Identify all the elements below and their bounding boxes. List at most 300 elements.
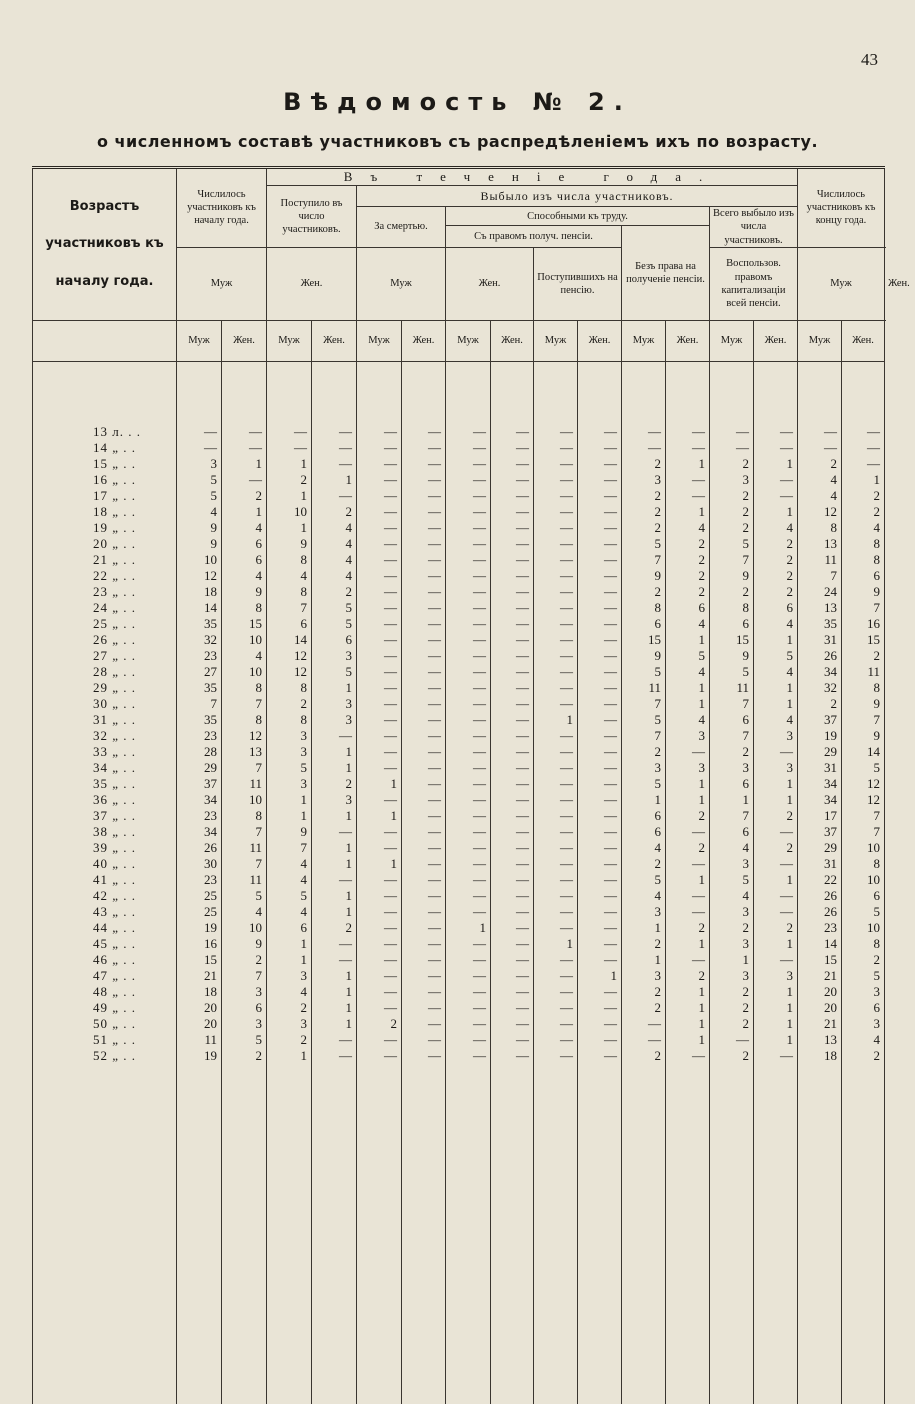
female-value-cell: — <box>491 728 534 744</box>
female-value-cell: — <box>402 616 446 632</box>
female-value-cell: — <box>578 840 622 856</box>
female-value-cell: 1 <box>666 872 710 888</box>
male-value-cell: 9 <box>710 568 754 584</box>
male-value-cell: — <box>357 696 402 712</box>
female-value-cell: 1 <box>312 808 357 824</box>
male-label: Муж <box>622 320 666 361</box>
male-value-cell: 29 <box>798 744 842 760</box>
male-value-cell: 8 <box>267 552 312 568</box>
female-value-cell: 5 <box>754 648 798 664</box>
spacer-cell <box>222 1064 267 1404</box>
male-value-cell: 2 <box>357 1016 402 1032</box>
female-value-cell: 7 <box>842 824 885 840</box>
female-label: Жен. <box>312 320 357 361</box>
female-value-cell: — <box>578 632 622 648</box>
male-value-cell: 1 <box>622 952 666 968</box>
male-label: Муж <box>534 320 578 361</box>
table-row <box>33 856 885 872</box>
male-value-cell: 5 <box>622 712 666 728</box>
capitalization-header: Воспользов. правомъ капитализаціи всей пенсіи. <box>710 247 798 320</box>
male-value-cell: 3 <box>622 968 666 984</box>
table-row <box>33 920 885 936</box>
male-value-cell: 2 <box>622 1048 666 1064</box>
male-value-cell: — <box>534 648 578 664</box>
female-value-cell: — <box>402 936 446 952</box>
male-value-cell: 7 <box>710 808 754 824</box>
male-value-cell: 1 <box>622 920 666 936</box>
female-value-cell: 2 <box>312 504 357 520</box>
spacer-cell <box>357 361 402 424</box>
male-value-cell: — <box>446 904 491 920</box>
male-value-cell: 3 <box>710 472 754 488</box>
male-value-cell: 34 <box>798 792 842 808</box>
male-value-cell: — <box>622 440 666 456</box>
pension-received-header: Поступившихъ на пенсію. <box>534 247 622 320</box>
female-value-cell: — <box>491 616 534 632</box>
male-value-cell: — <box>357 664 402 680</box>
male-label: Муж <box>357 247 446 320</box>
female-value-cell: 2 <box>842 1048 885 1064</box>
female-value-cell: 5 <box>842 904 885 920</box>
female-value-cell: 3 <box>666 760 710 776</box>
female-value-cell: 1 <box>312 760 357 776</box>
female-value-cell: — <box>578 712 622 728</box>
male-value-cell: 4 <box>622 888 666 904</box>
female-value-cell: 7 <box>222 696 267 712</box>
male-value-cell: 1 <box>357 808 402 824</box>
male-value-cell: 35 <box>177 712 222 728</box>
female-value-cell: — <box>402 984 446 1000</box>
male-value-cell: — <box>357 648 402 664</box>
female-value-cell: 5 <box>666 648 710 664</box>
female-value-cell: — <box>402 424 446 440</box>
male-value-cell: — <box>446 728 491 744</box>
female-value-cell: — <box>666 856 710 872</box>
male-value-cell: 9 <box>710 648 754 664</box>
table-row <box>33 744 885 760</box>
male-value-cell: — <box>357 424 402 440</box>
female-value-cell: 4 <box>312 520 357 536</box>
male-value-cell: — <box>357 936 402 952</box>
male-value-cell: — <box>357 712 402 728</box>
spacer-cell <box>222 361 267 424</box>
female-value-cell: 1 <box>754 696 798 712</box>
female-value-cell: — <box>491 888 534 904</box>
female-value-cell: — <box>666 744 710 760</box>
male-value-cell: — <box>357 552 402 568</box>
male-value-cell: — <box>357 456 402 472</box>
female-value-cell: 9 <box>222 936 267 952</box>
male-value-cell: 31 <box>798 760 842 776</box>
male-value-cell: — <box>357 840 402 856</box>
male-value-cell: 2 <box>622 520 666 536</box>
male-value-cell: 6 <box>710 616 754 632</box>
male-value-cell: 5 <box>622 776 666 792</box>
age-cell: 33 „ . . <box>33 744 177 760</box>
female-value-cell: 7 <box>222 968 267 984</box>
female-value-cell: — <box>578 440 622 456</box>
male-value-cell: — <box>357 440 402 456</box>
female-value-cell: — <box>578 424 622 440</box>
female-value-cell: 5 <box>222 1032 267 1048</box>
male-value-cell: 1 <box>710 952 754 968</box>
female-value-cell: — <box>491 1032 534 1048</box>
table-row <box>33 584 885 600</box>
female-value-cell: 1 <box>754 456 798 472</box>
male-value-cell: — <box>534 1016 578 1032</box>
male-value-cell: — <box>534 968 578 984</box>
male-value-cell: — <box>357 744 402 760</box>
table-row <box>33 648 885 664</box>
male-value-cell: — <box>357 568 402 584</box>
female-value-cell: — <box>402 568 446 584</box>
female-value-cell: — <box>222 424 267 440</box>
male-value-cell: 20 <box>798 984 842 1000</box>
female-value-cell: 2 <box>666 584 710 600</box>
age-cell: 29 „ . . <box>33 680 177 696</box>
female-value-cell: — <box>491 904 534 920</box>
male-value-cell: — <box>534 984 578 1000</box>
male-value-cell: — <box>357 488 402 504</box>
male-value-cell: — <box>357 1000 402 1016</box>
male-value-cell: 37 <box>798 712 842 728</box>
male-value-cell: 3 <box>267 968 312 984</box>
female-value-cell: 1 <box>754 936 798 952</box>
male-value-cell: 15 <box>177 952 222 968</box>
male-value-cell: 2 <box>622 984 666 1000</box>
female-value-cell: — <box>402 696 446 712</box>
male-value-cell: 28 <box>177 744 222 760</box>
female-value-cell: — <box>402 584 446 600</box>
table-row <box>33 568 885 584</box>
male-value-cell: — <box>446 1000 491 1016</box>
male-value-cell: 11 <box>177 1032 222 1048</box>
male-value-cell: 26 <box>177 840 222 856</box>
spacer-cell <box>446 361 491 424</box>
male-value-cell: — <box>534 696 578 712</box>
male-value-cell: 7 <box>622 696 666 712</box>
female-value-cell: 10 <box>222 632 267 648</box>
female-value-cell: — <box>491 952 534 968</box>
male-value-cell: 15 <box>710 632 754 648</box>
male-value-cell: 7 <box>177 696 222 712</box>
female-value-cell: — <box>578 1016 622 1032</box>
female-value-cell: — <box>578 680 622 696</box>
female-value-cell: — <box>402 712 446 728</box>
female-value-cell: — <box>402 536 446 552</box>
female-value-cell: 10 <box>222 792 267 808</box>
male-value-cell: — <box>534 856 578 872</box>
male-value-cell: 23 <box>798 920 842 936</box>
female-value-cell: 6 <box>842 568 885 584</box>
female-value-cell: 1 <box>754 872 798 888</box>
male-value-cell: 6 <box>267 616 312 632</box>
female-value-cell: — <box>578 552 622 568</box>
female-value-cell: — <box>754 888 798 904</box>
male-value-cell: — <box>534 824 578 840</box>
female-value-cell: — <box>491 568 534 584</box>
female-value-cell: — <box>402 840 446 856</box>
table-row <box>33 456 885 472</box>
age-cell: 51 „ . . <box>33 1032 177 1048</box>
spacer-cell <box>666 1064 710 1404</box>
spacer-cell <box>402 1064 446 1404</box>
table-row <box>33 440 885 456</box>
death-header: За смертью. <box>357 207 446 247</box>
female-label: Жен. <box>578 320 622 361</box>
male-value-cell: 16 <box>177 936 222 952</box>
male-value-cell: — <box>446 472 491 488</box>
age-cell: 48 „ . . <box>33 984 177 1000</box>
male-value-cell: — <box>357 888 402 904</box>
table-row <box>33 872 885 888</box>
spacer-cell <box>177 361 222 424</box>
male-value-cell: 34 <box>798 776 842 792</box>
male-value-cell: — <box>534 440 578 456</box>
male-value-cell: 18 <box>798 1048 842 1064</box>
male-value-cell: — <box>534 808 578 824</box>
male-value-cell: — <box>534 632 578 648</box>
male-value-cell: 15 <box>622 632 666 648</box>
female-value-cell: — <box>312 440 357 456</box>
female-value-cell: 2 <box>222 952 267 968</box>
female-value-cell: — <box>491 504 534 520</box>
male-value-cell: 2 <box>267 696 312 712</box>
male-value-cell: 20 <box>177 1016 222 1032</box>
spacer-cell <box>33 361 177 424</box>
female-value-cell: — <box>491 792 534 808</box>
female-value-cell: 3 <box>222 1016 267 1032</box>
age-cell: 28 „ . . <box>33 664 177 680</box>
female-value-cell: 4 <box>842 520 885 536</box>
male-value-cell: 25 <box>177 904 222 920</box>
male-value-cell: 3 <box>177 456 222 472</box>
female-value-cell: — <box>402 680 446 696</box>
age-cell: 46 „ . . <box>33 952 177 968</box>
male-value-cell: — <box>446 520 491 536</box>
male-value-cell: — <box>534 616 578 632</box>
male-value-cell: — <box>622 1032 666 1048</box>
male-label: Муж <box>267 320 312 361</box>
male-value-cell: 2 <box>710 456 754 472</box>
male-value-cell: — <box>534 872 578 888</box>
male-value-cell: 1 <box>534 936 578 952</box>
spacer-cell <box>312 1064 357 1404</box>
female-value-cell: — <box>402 792 446 808</box>
male-value-cell: 19 <box>177 920 222 936</box>
female-label: Жен. <box>267 247 357 320</box>
female-value-cell: — <box>491 664 534 680</box>
female-value-cell: 4 <box>754 712 798 728</box>
male-value-cell: 4 <box>710 840 754 856</box>
female-value-cell: — <box>578 728 622 744</box>
male-value-cell: 1 <box>267 456 312 472</box>
male-value-cell: 30 <box>177 856 222 872</box>
male-value-cell: — <box>357 872 402 888</box>
male-value-cell: 2 <box>622 584 666 600</box>
spacer-cell <box>842 1064 885 1404</box>
female-value-cell: — <box>578 952 622 968</box>
female-value-cell: 2 <box>666 568 710 584</box>
female-value-cell: 8 <box>842 856 885 872</box>
male-value-cell: — <box>446 488 491 504</box>
female-value-cell: 1 <box>312 904 357 920</box>
female-value-cell: — <box>578 888 622 904</box>
female-value-cell: — <box>402 456 446 472</box>
age-cell: 19 „ . . <box>33 520 177 536</box>
female-value-cell: — <box>842 440 885 456</box>
female-value-cell: — <box>402 824 446 840</box>
female-value-cell: 6 <box>842 1000 885 1016</box>
male-value-cell: — <box>534 488 578 504</box>
male-value-cell: 5 <box>622 664 666 680</box>
female-value-cell: — <box>402 872 446 888</box>
table-row <box>33 1048 885 1064</box>
male-value-cell: 15 <box>798 952 842 968</box>
male-label: Муж <box>798 247 885 320</box>
female-value-cell: 1 <box>666 776 710 792</box>
female-value-cell: — <box>754 744 798 760</box>
male-value-cell: — <box>622 424 666 440</box>
male-value-cell: 3 <box>622 760 666 776</box>
male-value-cell: — <box>446 456 491 472</box>
table-row <box>33 712 885 728</box>
male-value-cell: 3 <box>710 936 754 952</box>
female-value-cell: — <box>491 984 534 1000</box>
female-value-cell: — <box>402 488 446 504</box>
male-value-cell: 2 <box>622 856 666 872</box>
male-value-cell: 2 <box>622 936 666 952</box>
female-value-cell: 3 <box>842 984 885 1000</box>
male-value-cell: — <box>798 440 842 456</box>
age-cell: 40 „ . . <box>33 856 177 872</box>
male-value-cell: 20 <box>177 1000 222 1016</box>
spacer-cell <box>446 1064 491 1404</box>
male-value-cell: 6 <box>622 824 666 840</box>
female-value-cell: 7 <box>842 808 885 824</box>
female-value-cell: 1 <box>666 792 710 808</box>
male-value-cell: — <box>534 952 578 968</box>
spacer-cell <box>622 1064 666 1404</box>
female-value-cell: 6 <box>222 552 267 568</box>
male-value-cell: 6 <box>710 824 754 840</box>
female-value-cell: — <box>402 904 446 920</box>
male-value-cell: 29 <box>798 840 842 856</box>
female-value-cell: 4 <box>842 1032 885 1048</box>
spacer-cell <box>710 1064 754 1404</box>
female-value-cell: 4 <box>222 520 267 536</box>
female-value-cell: 2 <box>754 808 798 824</box>
spacer-cell <box>357 1064 402 1404</box>
male-value-cell: — <box>446 504 491 520</box>
female-value-cell: 3 <box>312 712 357 728</box>
age-mf-spacer <box>33 320 177 361</box>
male-value-cell: — <box>446 984 491 1000</box>
female-value-cell: — <box>402 952 446 968</box>
male-value-cell: — <box>446 584 491 600</box>
spacer-cell <box>578 1064 622 1404</box>
age-cell: 36 „ . . <box>33 792 177 808</box>
female-value-cell: 1 <box>754 632 798 648</box>
female-value-cell: — <box>312 936 357 952</box>
female-value-cell: 1 <box>222 504 267 520</box>
male-value-cell: 14 <box>177 600 222 616</box>
male-value-cell: 11 <box>710 680 754 696</box>
male-value-cell: 37 <box>798 824 842 840</box>
end-count-header: Числилось участниковъ къ концу года. <box>798 168 885 248</box>
spacer-cell <box>491 1064 534 1404</box>
female-value-cell: 1 <box>666 680 710 696</box>
male-value-cell: 7 <box>798 568 842 584</box>
female-value-cell: — <box>578 904 622 920</box>
female-value-cell: 12 <box>222 728 267 744</box>
female-value-cell: 10 <box>222 664 267 680</box>
age-cell: 31 „ . . <box>33 712 177 728</box>
male-value-cell: 5 <box>710 664 754 680</box>
male-value-cell: 2 <box>622 504 666 520</box>
male-value-cell: — <box>446 856 491 872</box>
male-value-cell: 10 <box>177 552 222 568</box>
male-value-cell: — <box>446 936 491 952</box>
male-value-cell: 2 <box>710 744 754 760</box>
male-value-cell: — <box>357 920 402 936</box>
female-value-cell: 7 <box>222 824 267 840</box>
female-value-cell: — <box>578 456 622 472</box>
male-value-cell: — <box>446 808 491 824</box>
male-value-cell: — <box>446 680 491 696</box>
male-value-cell: 31 <box>798 856 842 872</box>
female-value-cell: 4 <box>312 536 357 552</box>
female-value-cell: 2 <box>666 552 710 568</box>
male-value-cell: — <box>357 1032 402 1048</box>
male-value-cell: 4 <box>622 840 666 856</box>
female-value-cell: 9 <box>222 584 267 600</box>
male-value-cell: 13 <box>798 600 842 616</box>
spacer-cell <box>710 361 754 424</box>
male-value-cell: 5 <box>710 872 754 888</box>
female-value-cell: — <box>842 456 885 472</box>
male-value-cell: 6 <box>622 616 666 632</box>
female-value-cell: 1 <box>312 856 357 872</box>
dropped-header: Выбыло изъ числа участниковъ. <box>357 186 798 207</box>
female-value-cell: — <box>491 840 534 856</box>
male-value-cell: — <box>446 536 491 552</box>
female-value-cell: — <box>312 824 357 840</box>
spacer-cell <box>666 361 710 424</box>
female-value-cell: — <box>578 664 622 680</box>
age-cell: 49 „ . . <box>33 1000 177 1016</box>
male-value-cell: 5 <box>177 472 222 488</box>
female-value-cell: — <box>491 584 534 600</box>
female-value-cell: 1 <box>754 776 798 792</box>
page-title: Вѣдомость № 2. <box>283 88 632 116</box>
table-row <box>33 760 885 776</box>
male-value-cell: 5 <box>622 872 666 888</box>
table-body <box>33 361 885 1404</box>
female-value-cell: — <box>491 696 534 712</box>
male-value-cell: 2 <box>622 456 666 472</box>
table-row <box>33 888 885 904</box>
male-value-cell: — <box>446 840 491 856</box>
female-value-cell: — <box>402 600 446 616</box>
male-value-cell: — <box>446 872 491 888</box>
female-value-cell: — <box>402 440 446 456</box>
female-value-cell: 1 <box>312 1000 357 1016</box>
male-value-cell: 18 <box>177 584 222 600</box>
male-value-cell: — <box>357 520 402 536</box>
female-value-cell: 3 <box>312 648 357 664</box>
total-dropped-header: Всего выбыло изъ числа участниковъ. <box>710 207 798 247</box>
